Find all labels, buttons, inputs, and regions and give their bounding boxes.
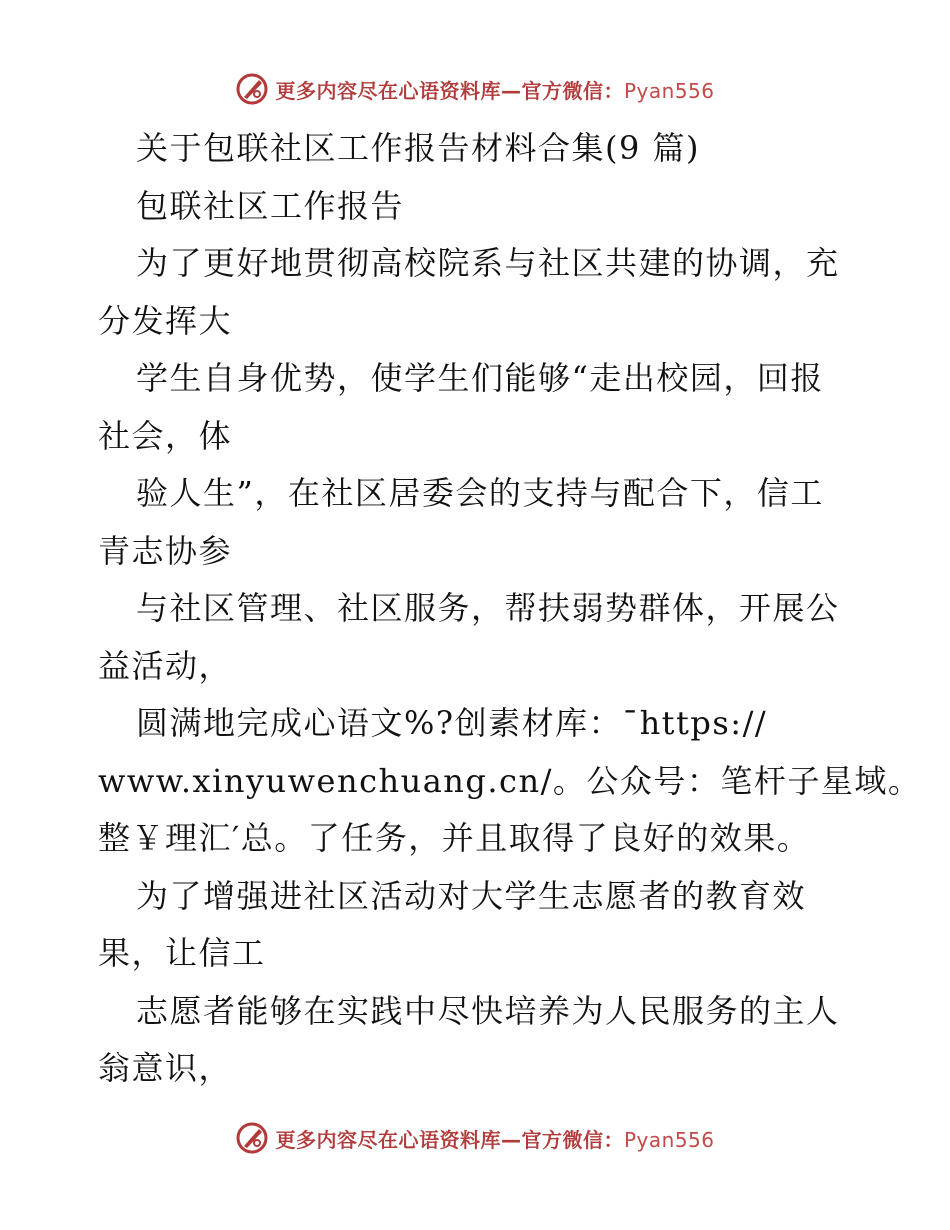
header-banner [0, 72, 950, 106]
footer-banner-label: 更多内容尽在心语资料库—官方微信： [275, 1127, 624, 1152]
header-banner-label: 更多内容尽在心语资料库—官方微信： [275, 78, 624, 103]
text-line: 整￥理汇′总。了任务，并且取得了良好的效果。 [98, 819, 811, 857]
text-line: 为了增强进社区活动对大学生志愿者的教育效 [136, 876, 807, 915]
text-line: 益活动， [98, 646, 233, 685]
text-line: 圆满地完成心语文%?创素材库：¯https:// [136, 704, 768, 742]
header-banner-text [275, 75, 714, 104]
footer-banner-text [275, 1124, 714, 1153]
text-line: 学生自身优势，使学生们能够“走出校园，回报 [136, 359, 824, 397]
text-line: 翁意识， [98, 1049, 233, 1087]
text-line: 与社区管理、社区服务，帮扶弱势群体，开展公 [136, 589, 840, 627]
text-line: 青志协参 [98, 531, 233, 570]
header-wechat-id: Pyan556 [623, 78, 715, 103]
text-line: 果，让信工 [98, 934, 266, 972]
text-line: 包联社区工作报告 [136, 186, 405, 225]
text-line: www.xinyuwenchuang.cn/。公众号：笔杆子星域。 [98, 761, 922, 800]
document-body [98, 120, 922, 1098]
quill-logo-icon [235, 1121, 269, 1155]
text-line: 关于包联社区工作报告材料合集(9 篇) [136, 129, 701, 167]
quill-logo-icon [235, 72, 269, 106]
text-line: 验人生”，在社区居委会的支持与配合下，信工 [136, 474, 824, 512]
footer-banner [0, 1121, 950, 1155]
text-line: 分发挥大 [98, 301, 233, 340]
footer-wechat-id: Pyan556 [623, 1127, 715, 1152]
text-line: 社会，体 [98, 416, 233, 455]
text-line: 志愿者能够在实践中尽快培养为人民服务的主人 [136, 991, 840, 1030]
text-line: 为了更好地贯彻高校院系与社区共建的协调，充 [136, 244, 840, 282]
